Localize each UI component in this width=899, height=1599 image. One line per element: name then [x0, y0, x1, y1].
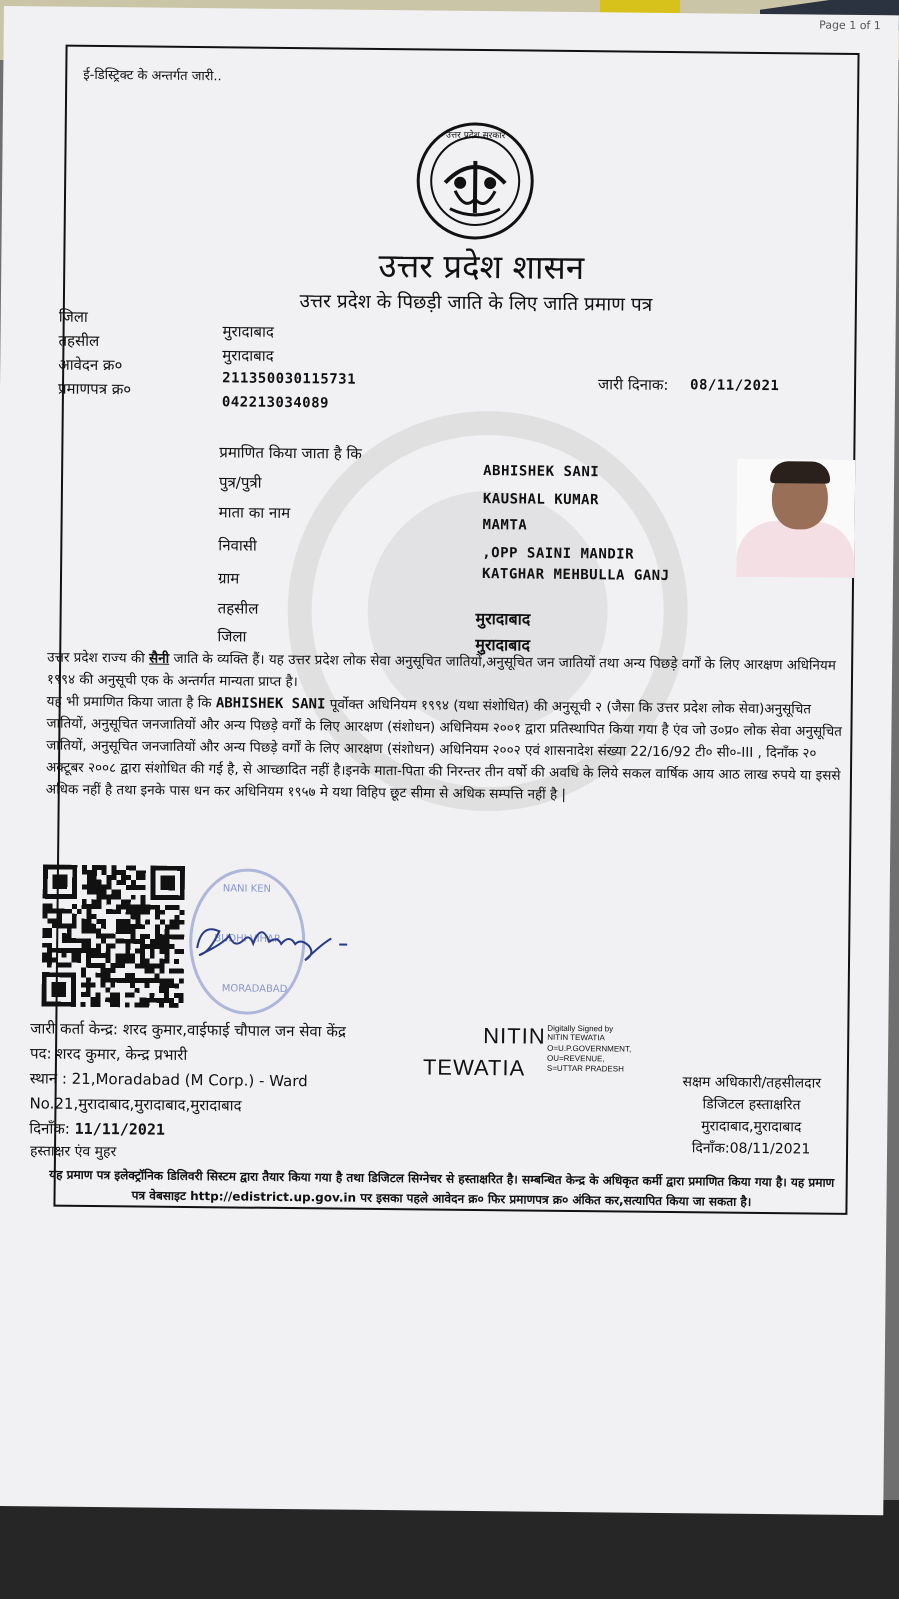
- digital-sign-line5: S=UTTAR PRADESH: [546, 1063, 624, 1074]
- authority-place: मुरादाबाद,मुरादाबाद: [701, 1118, 802, 1136]
- body-para1-a: उत्तर प्रदेश राज्य की: [47, 649, 150, 667]
- person-tehsil-label: तहसील: [217, 599, 259, 618]
- issuer-post: पद: शरद कुमार, केन्द्र प्रभारी: [29, 1044, 188, 1064]
- header-note: ई-डिस्ट्रिक्ट के अन्तर्गत जारी..: [83, 67, 222, 85]
- digital-sign-line2: NITIN TEWATIA: [547, 1032, 605, 1043]
- issuer-place: स्थान : 21,Moradabad (M Corp.) - Ward No.21,मुरादाबाद,मुरादाबाद,मुरादाबाद: [29, 1069, 308, 1115]
- stamp-top-text: NANI KEN: [222, 883, 272, 895]
- certificate-paper: [0, 6, 899, 1515]
- application-number: 211350030115731: [222, 370, 357, 388]
- village-value: KATGHAR MEHBULLA GANJ: [481, 566, 670, 585]
- mother-label: माता का नाम: [218, 503, 291, 523]
- page-number: Page 1 of 1: [819, 18, 881, 33]
- certificate-subtitle: उत्तर प्रदेश के पिछड़ी जाति के लिए जाति प्रमाण पत्र: [299, 290, 653, 316]
- body-para2-a: यह भी प्रमाणित किया जाता है कि: [46, 693, 216, 712]
- signature-seal-label: हस्ताक्षर एंव मुहर: [29, 1143, 117, 1161]
- signer-last-name: TEWATIA: [422, 1054, 526, 1081]
- caste-name: सैनी: [148, 650, 170, 667]
- signer-first-name: NITIN: [483, 1023, 546, 1049]
- father-name: KAUSHAL KUMAR: [482, 491, 600, 509]
- person-tehsil-value: मुरादाबाद: [475, 608, 531, 629]
- resident-label: निवासी: [218, 536, 257, 555]
- stamp-middle-text: BUDHI VIHAR: [214, 933, 281, 945]
- body-para1-b: जाति के व्यक्ति हैं। यह उत्तर प्रदेश लोक सेवा अनुसूचित जातियों,अनुसूचित जन जातियों तथा अन्य पिछड़े वर्गों के लिए आरक्षण अधिनियम १९९४ की अनुसूची एक के अन्तर्गत मान्यता प्राप्त है।: [46, 650, 836, 691]
- authority-title: सक्षम अधिकारी/तहसीलदार: [682, 1074, 822, 1092]
- digital-sign-line3: O=U.P.GOVERNMENT,: [547, 1043, 632, 1054]
- digital-sign-line4: OU=REVENUE,: [546, 1053, 605, 1064]
- handwritten-signature: [189, 913, 360, 965]
- district-label: जिला: [58, 307, 88, 326]
- digital-sign-line1: Digitally Signed by: [547, 1023, 614, 1034]
- issue-date-value: 08/11/2021: [689, 377, 780, 395]
- application-label: आवेदन क्र०: [58, 355, 123, 375]
- authority-date: दिनाँक:08/11/2021: [691, 1140, 811, 1158]
- resident-value: ,OPP SAINI MANDIR: [482, 545, 635, 563]
- digital-signature-block: [423, 1022, 664, 1085]
- son-daughter-label: पुत्र/पुत्री: [218, 473, 262, 492]
- tehsil-label: तहसील: [58, 331, 100, 351]
- government-title: उत्तर प्रदेश शासन: [378, 245, 585, 288]
- issuer-date-value: 11/11/2021: [74, 1119, 166, 1139]
- up-govt-emblem-icon: [415, 120, 536, 241]
- applicant-photo: [736, 459, 855, 578]
- village-label: ग्राम: [217, 569, 240, 588]
- footer-note: यह प्रमाण पत्र इलेक्ट्रॉनिक डिलिवरी सिस्टम द्वारा तैयार किया गया है तथा डिजिटल सिग्नेचर से हस्ताक्षरित है। सम्बन्धित केन्द्र के अधिकृत कर्मी द्वारा प्रमाणित किया गया है। यह प्रमाण पत्र वेबसाइट http://edistrict.up.gov.in पर इसका पहले आवेदन क्र० फिर प्रमाणपत्र क्र० अंकित कर,सत्यापित किया जा सकता है।: [49, 1167, 835, 1209]
- authority-digital-signed: डिजिटल हस्ताक्षरित: [702, 1096, 801, 1114]
- tehsil-value: मुरादाबाद: [222, 346, 274, 365]
- issue-date-label: जारी दिनाक:: [597, 375, 669, 394]
- emblem-text: उत्तर प्रदेश सरकार: [445, 130, 506, 142]
- issuer-details: [29, 1016, 470, 1146]
- person-name: ABHISHEK SANI: [483, 463, 600, 481]
- district-value: मुरादाबाद: [222, 322, 274, 341]
- person-district-label: जिला: [217, 627, 247, 646]
- certificate-label: प्रमाणपत्र क्र०: [57, 379, 132, 399]
- desk-background-bottom: [0, 1500, 899, 1599]
- body-para2-b: पूर्वोक्त अधिनियम १९९४ (यथा संशोधित) की अनुसूची २ (जैसा कि उत्तर प्रदेश लोक सेवा)अनुसूचित जातियों, अनुसूचित जनजातियों और अन्य पिछड़े वर्गों के लिए आरक्षण (संशोधन) अधिनियम २००१ द्वारा प्रतिस्थापित किया गया है एंव जो उ०प्र० लोक सेवा अनुसूचित जातियों, अनुसूचित जनजातियों और अन्य पिछड़े वर्गों के लिए आरक्षण (संशोधन) अधिनियम २००२ एवं शासनादेश संख्या 22/16/92 टी० सी०-III , दिनाँक २० अक्टूबर २००८ द्वारा संशोधित की गई है, से आच्छादित नहीं है।इनके माता-पिता की निरन्तर तीन वर्षो की अवधि के लिये सकल वार्षिक आय आठ लाख रुपये या इससे अधिक नहीं है तथा इनके पास धन कर अधिनियम १९५७ मे यथा विहिप छूट सीमा से अधिक सम्पत्ति नहीं है |: [45, 696, 843, 803]
- certificate-number: 042213034089: [221, 394, 330, 412]
- person-district-value: मुरादाबाद: [475, 634, 531, 655]
- mother-name: MAMTA: [482, 517, 528, 534]
- certified-label: प्रमाणित किया जाता है कि: [219, 443, 362, 463]
- issuer-centre: जारी कर्ता केन्द्र: शरद कुमार,वाईफाई चौपाल जन सेवा केंद्र: [30, 1019, 346, 1041]
- qr-code: [42, 864, 185, 1007]
- body-person-name: ABHISHEK SANI: [215, 695, 326, 713]
- issuer-date-label: दिनाँक:: [29, 1119, 75, 1138]
- stamp-bottom-text: MORADABAD: [221, 983, 288, 996]
- authority-block: [656, 1071, 847, 1161]
- certificate-body: [46, 646, 848, 808]
